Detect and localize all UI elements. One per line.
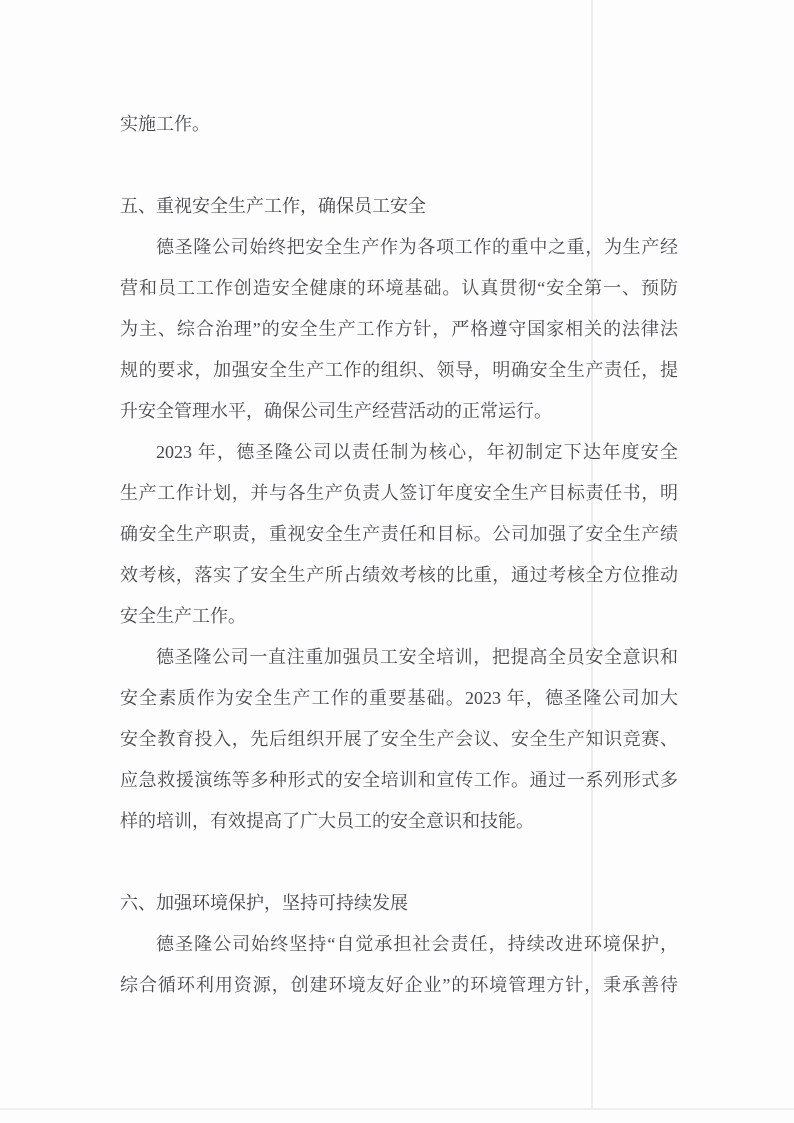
text-line: 规的要求，加强安全生产工作的组织、领导，明确安全生产责任，提 [120,360,678,380]
text-line: 效考核，落实了安全生产所占绩效考核的比重，通过考核全方位推动 [120,565,678,585]
text-line: 综合循环利用资源，创建环境友好企业”的环境管理方针，秉承善待 [120,975,678,995]
text-line: 确安全生产职责，重视安全生产责任和目标。公司加强了安全生产绩 [120,524,678,544]
blank-line [120,842,678,883]
document-text-block [120,104,678,1006]
text-line: 德圣隆公司一直注重加强员工安全培训，把提高全员安全意识和 [156,647,678,667]
scan-artifact-horizontal-line [0,1108,794,1110]
text-line: 安全生产工作。 [120,606,246,626]
text-line: 安全素质作为安全生产工作的重要基础。2023 年，德圣隆公司加大 [120,688,678,708]
text-line: 应急救援演练等多种形式的安全培训和宣传工作。通过一系列形式多 [120,770,678,790]
text-line: 德圣隆公司始终把安全生产作为各项工作的重中之重，为生产经 [156,237,678,257]
text-line: 德圣隆公司始终坚持“自觉承担社会责任，持续改进环境保护， [156,934,678,954]
text-line: 营和员工工作创造安全健康的环境基础。认真贯彻“安全第一、预防 [120,278,678,298]
text-line: 2023 年，德圣隆公司以责任制为核心，年初制定下达年度安全 [156,442,678,462]
blank-line [120,145,678,186]
text-line: 升安全管理水平，确保公司生产经营活动的正常运行。 [120,401,552,421]
text-line: 为主、综合治理”的安全生产工作方针，严格遵守国家相关的法律法 [120,319,678,339]
text-line: 实施工作。 [120,114,210,134]
text-line: 安全教育投入，先后组织开展了安全生产会议、安全生产知识竞赛、 [120,729,678,749]
section-heading: 五、重视安全生产工作，确保员工安全 [120,196,426,216]
text-line: 样的培训，有效提高了广大员工的安全意识和技能。 [120,811,534,831]
text-line: 生产工作计划，并与各生产负责人签订年度安全生产目标责任书，明 [120,483,678,503]
section-heading: 六、加强环境保护，坚持可持续发展 [120,893,408,913]
